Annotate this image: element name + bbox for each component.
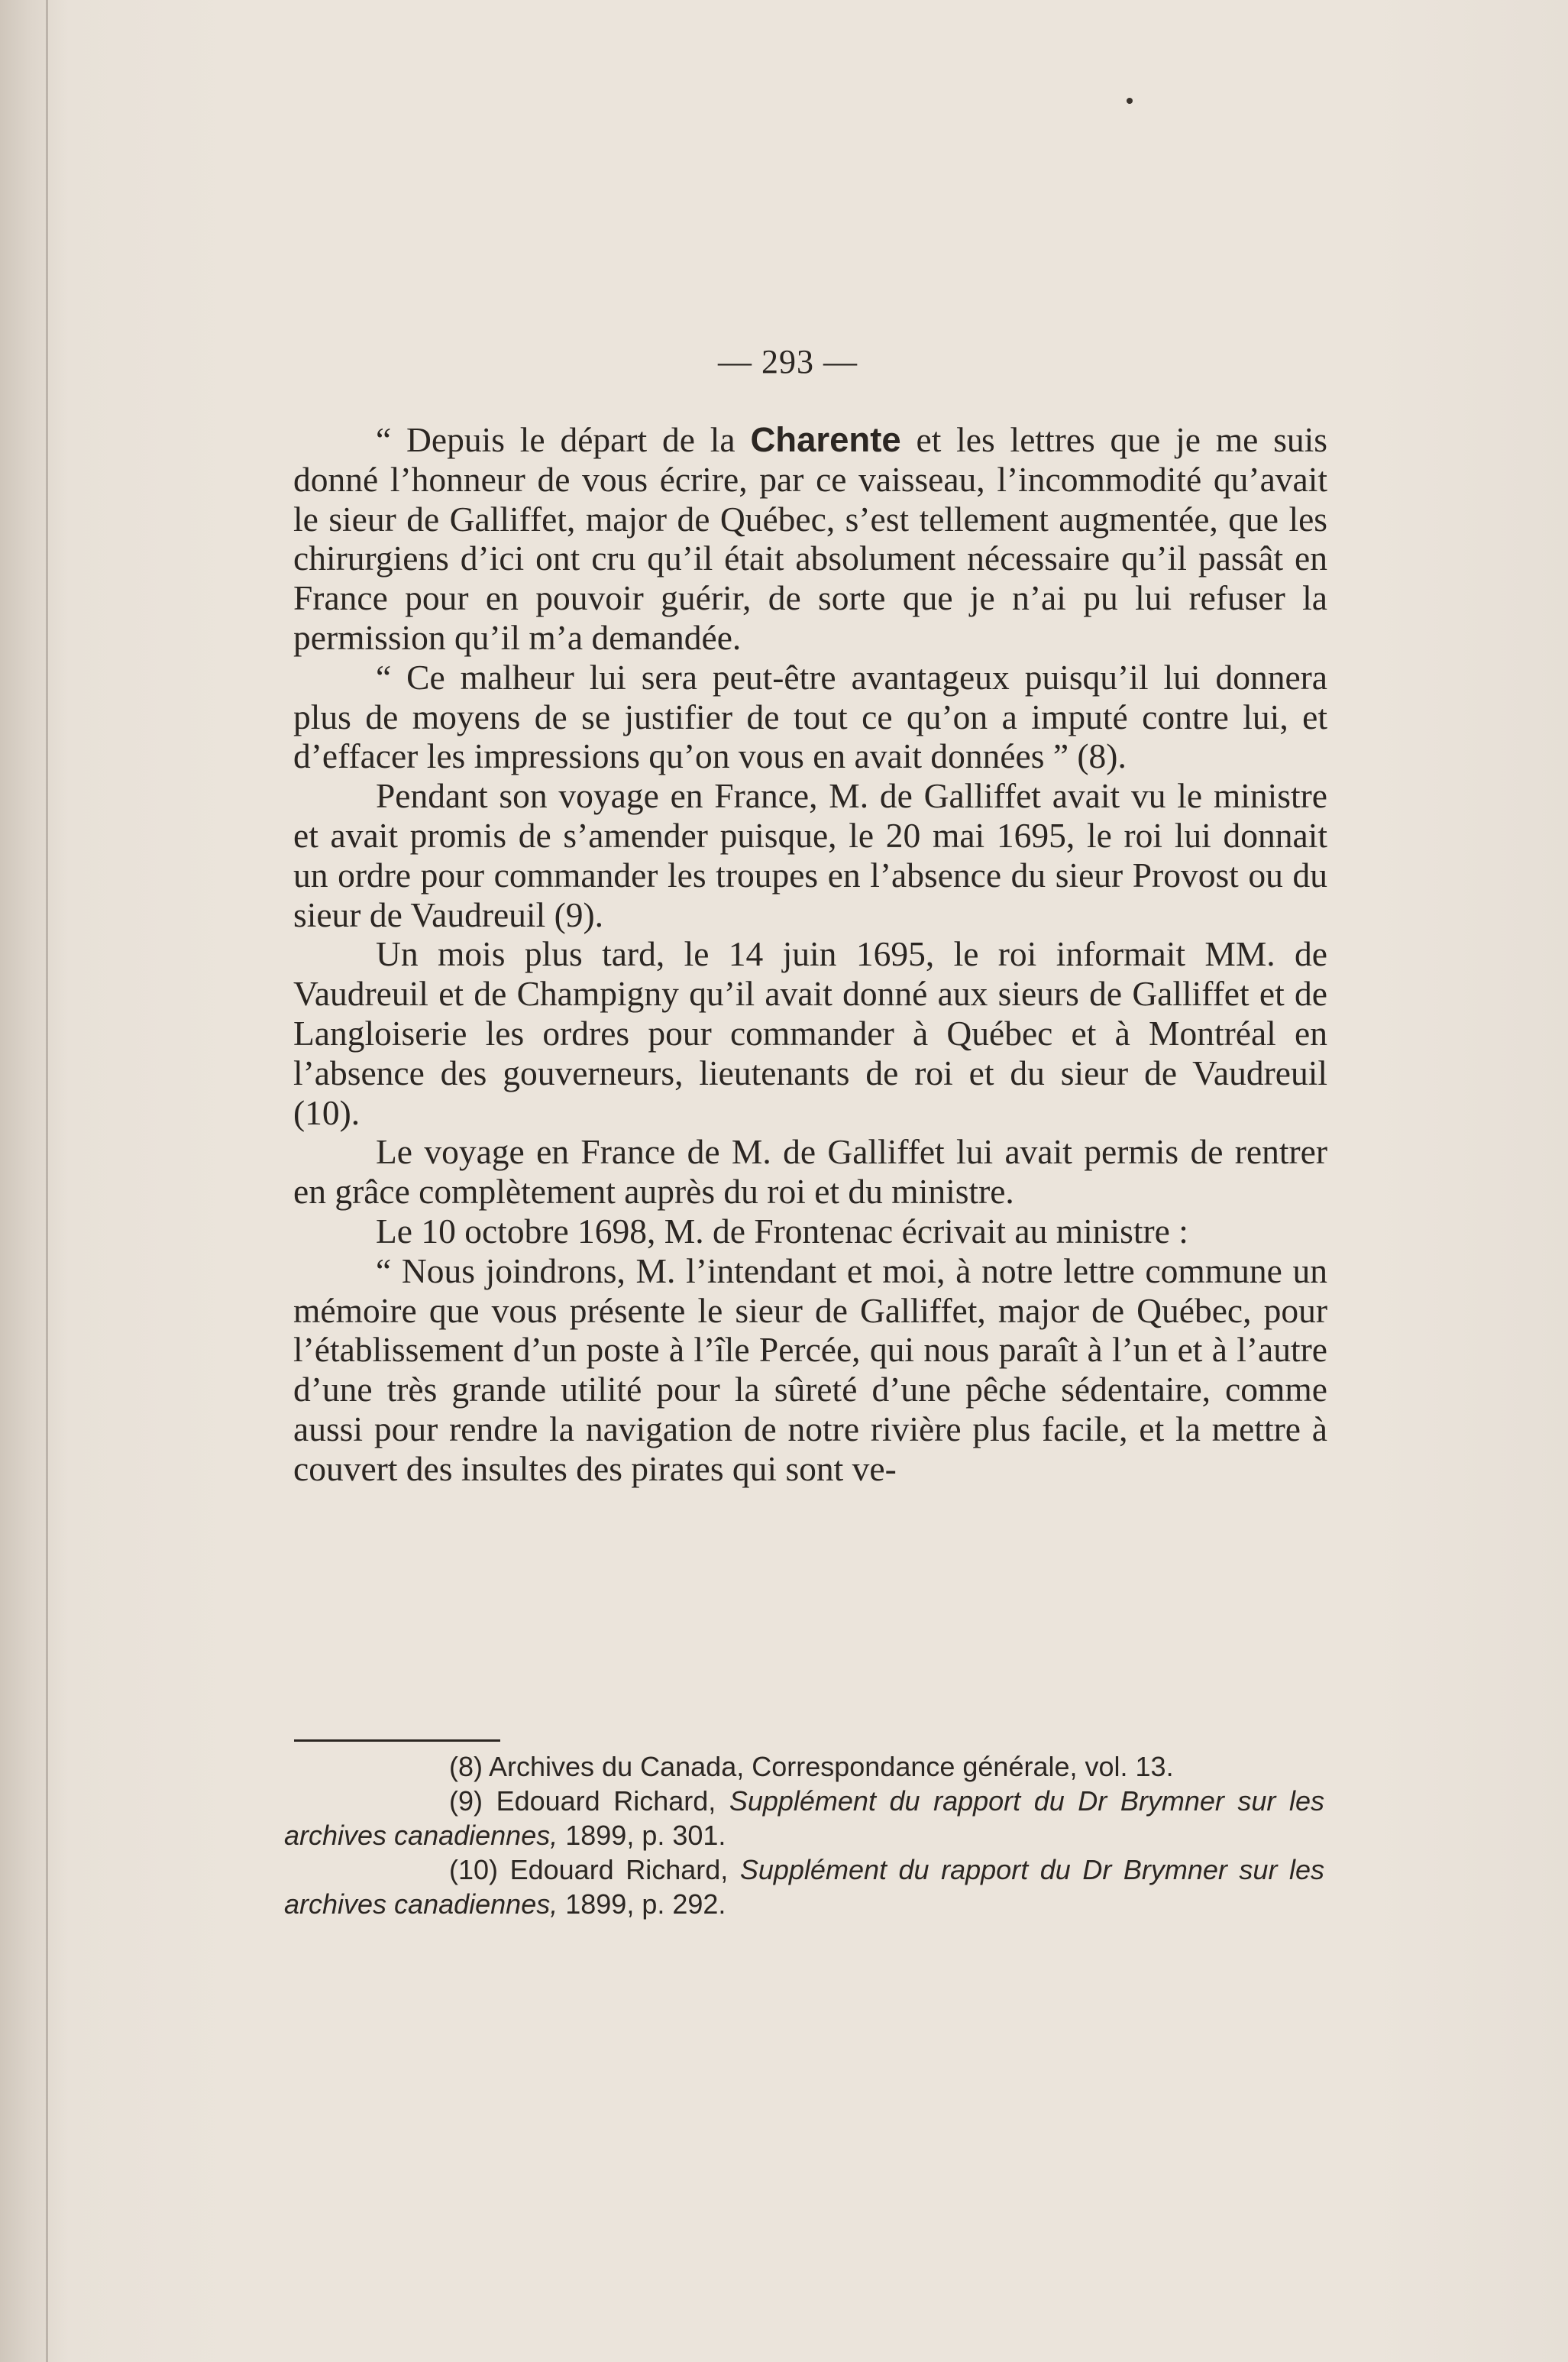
footnote-number: (9) — [449, 1785, 483, 1817]
footnote-number: (8) — [449, 1751, 483, 1782]
ship-name: Charente — [750, 420, 901, 459]
paragraph-3: Pendant son voyage en France, M. de Galliffet avait vu le ministre et avait promis de s’amender puisque, le 20 mai 1695, le roi lui donnait un ordre pour commander les troupes en l’absence du sieur Provost ou du sieur de Vaudreuil (9). — [293, 776, 1327, 934]
footnote-title: Supplément du rapport du Dr Brymner sur les archives canadiennes, — [284, 1854, 1325, 1920]
paragraph-1 — [293, 420, 1327, 658]
paragraph-7: “ Nous joindrons, M. l’intendant et moi, à notre lettre commune un mémoire que vous présente le sieur de Galliffet, major de Québec, pour l’établissement d’un poste à l’île Percée, qui nous paraît à l’un et à l’autre d’une très grande utilité pour la sûreté d’une pêche sédentaire, comme aussi pour rendre la navigation de notre rivière plus facile, et la mettre à couvert des insultes des pirates qui sont ve- — [293, 1251, 1327, 1488]
main-text — [293, 420, 1327, 1489]
footnote-text: Archives du Canada, Correspondance générale, vol. 13. — [489, 1751, 1174, 1782]
footnote-8 — [284, 1749, 1324, 1784]
paragraph-2: “ Ce malheur lui sera peut-être avantageux puisqu’il lui donnera plus de moyens de se justifier de tout ce qu’on a imputé contre lui, et d’effacer les impressions qu’on vous en avait données ” (8). — [293, 657, 1327, 776]
footnote-title: Supplément du rapport du Dr Brymner sur les archives canadiennes, — [284, 1785, 1324, 1851]
footnote-10 — [284, 1852, 1324, 1921]
footnote-number: (10) — [449, 1854, 499, 1885]
paragraph-4: Un mois plus tard, le 14 juin 1695, le roi informait MM. de Vaudreuil et de Champigny qu’il avait donné aux sieurs de Galliffet et de Langloiserie les ordres pour commander à Québec et à Montréal en l’absence des gouverneurs, lieutenants de roi et du sieur de Vaudreuil (10). — [293, 934, 1327, 1132]
paragraph-1-lead: “ Depuis le départ de la — [376, 420, 751, 459]
footnote-text: Edouard Richard, — [509, 1854, 740, 1885]
paragraph-5: Le voyage en France de M. de Galliffet lui avait permis de rentrer en grâce complètement auprès du roi et du ministre. — [293, 1132, 1327, 1212]
binding-edge — [46, 0, 48, 2362]
footnote-rule — [294, 1739, 500, 1742]
footnote-text: Edouard Richard, — [496, 1785, 729, 1817]
footnote-9 — [284, 1784, 1324, 1852]
paragraph-1-rest: et les lettres que je me suis donné l’honneur de vous écrire, par ce vaisseau, l’incommodité qu’avait le sieur de Galliffet, major de Québec, s’est tellement augmentée, que les chirurgiens d’ici ont cru qu’il était absolument nécessaire qu’il passât en France pour en pouvoir guérir, de sorte que je n’ai pu lui refuser la permission qu’il m’a demandée. — [293, 420, 1327, 657]
footnote-tail: 1899, p. 301. — [558, 1820, 726, 1851]
page-number: — 293 — — [718, 343, 858, 380]
footnote-tail: 1899, p. 292. — [558, 1888, 726, 1920]
footnotes — [284, 1749, 1324, 1921]
ink-speck — [1127, 98, 1133, 104]
paragraph-6: Le 10 octobre 1698, M. de Frontenac écrivait au ministre : — [376, 1211, 1188, 1251]
